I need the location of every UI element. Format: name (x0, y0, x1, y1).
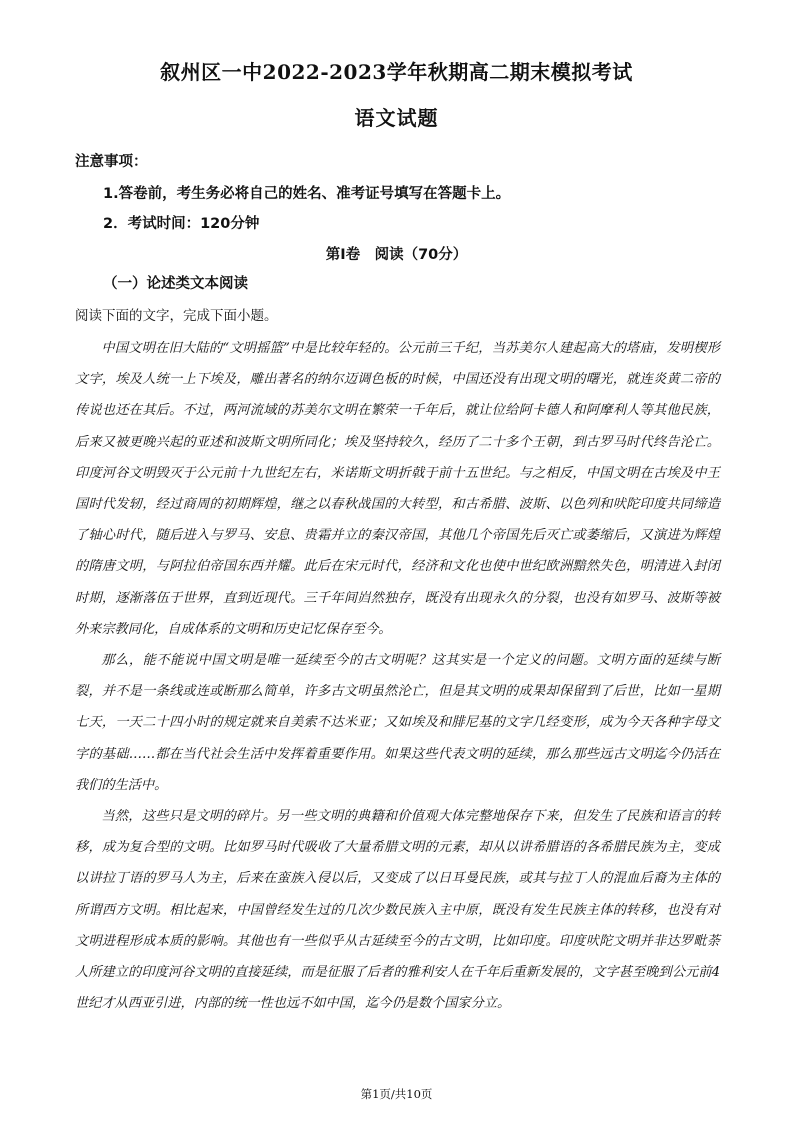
subsection-title: （一）论述类文本阅读 (103, 276, 248, 292)
passage-paragraph-2: 那么，能不能说中国文明是唯一延续至今的古文明呢？这其实是一个定义的问题。文明方面的延续与断裂，并不是一条线或连或断那么简单，许多古文明虽然沦亡，但是其文明的成果却保留到了后世，比如一星期七天，一天二十四小时的规定就来自美索不达米亚；又如埃及和腓尼基的文字几经变形，成为今天各种字母文字的基础……都在当代社会生活中发挥着重要作用。如果这些代表文明的延续，那么那些远古文明迄今仍活在我们的生活中。 (75, 653, 720, 793)
exam-title: 叙州区一中2022-2023学年秋期高二期末模拟考试 (160, 60, 633, 84)
passage-paragraph-3: 当然，这些只是文明的碎片。另一些文明的典籍和价值观大体完整地保存下来，但发生了民族和语言的转移，成为复合型的文明。比如罗马时代吸收了大量希腊文明的元素，却从以讲希腊语的各希腊民族为主，变成以讲拉丁语的罗马人为主，后来在蛮族入侵以后，又变成了以日耳曼民族，或其与拉丁人的混血后裔为主体的所谓西方文明。相比起来，中国曾经发生过的几次少数民族入主中原，既没有发生民族主体的转移，也没有对文明进程形成本质的影响。其他也有一些似乎从古延续至今的古文明，比如印度。印度吠陀文明并非达罗毗荼人所建立的印度河谷文明的直接延续，而是征服了后者的雅利安人在千年后重新发展的，文字甚至晚到公元前4世纪才从西亚引进，内部的统一性也远不如中国，迄今仍是数个国家分立。 (75, 809, 720, 1012)
reading-instruction: 阅读下面的文字，完成下面小题。 (75, 308, 278, 324)
exam-subtitle: 语文试题 (354, 106, 439, 130)
passage-paragraph-1: 中国文明在旧大陆的“文明摇篮”中是比较年轻的。公元前三千纪，当苏美尔人建起高大的塔庙，发明楔形文字，埃及人统一上下埃及，雕出著名的纳尔迈调色板的时候，中国还没有出现文明的曙光，就连炎黄二帝的传说也还在其后。不过，两河流域的苏美尔文明在繁荣一千年后，就让位给阿卡德人和阿摩利人等其他民族，后来又被更晚兴起的亚述和波斯文明所同化；埃及坚持较久，经历了二十多个王朝，到古罗马时代终告沦亡。印度河谷文明毁灭于公元前十九世纪左右，米诺斯文明折戟于前十五世纪。与之相反，中国文明在古埃及中王国时代发轫，经过商周的初期辉煌，继之以春秋战国的大转型，和古希腊、波斯、以色列和吠陀印度共同缔造了轴心时代，随后进入与罗马、安息、贵霜并立的秦汉帝国，其他几个帝国先后灭亡或萎缩后，又演进为辉煌的隋唐文明，与阿拉伯帝国东西并耀。此后在宋元时代，经济和文化也使中世纪欧洲黯然失色，明清进入封闭时期，逐渐落伍于世界，直到近现代。三千年间岿然独存，既没有出现永久的分裂，也没有如罗马、波斯等被外来宗教同化，自成体系的文明和历史记忆保存至今。 (75, 341, 720, 637)
reading-passage (75, 333, 720, 1019)
notice-item-1: 1.答卷前，考生务必将自己的姓名、准考证号填写在答题卡上。 (103, 186, 511, 202)
notice-heading: 注意事项： (75, 154, 148, 170)
notice-item-2: 2．考试时间：120分钟 (103, 216, 260, 232)
section-title: 第I卷 阅读（70分） (325, 247, 468, 263)
page-number: 第1页/共10页 (360, 1087, 433, 1101)
